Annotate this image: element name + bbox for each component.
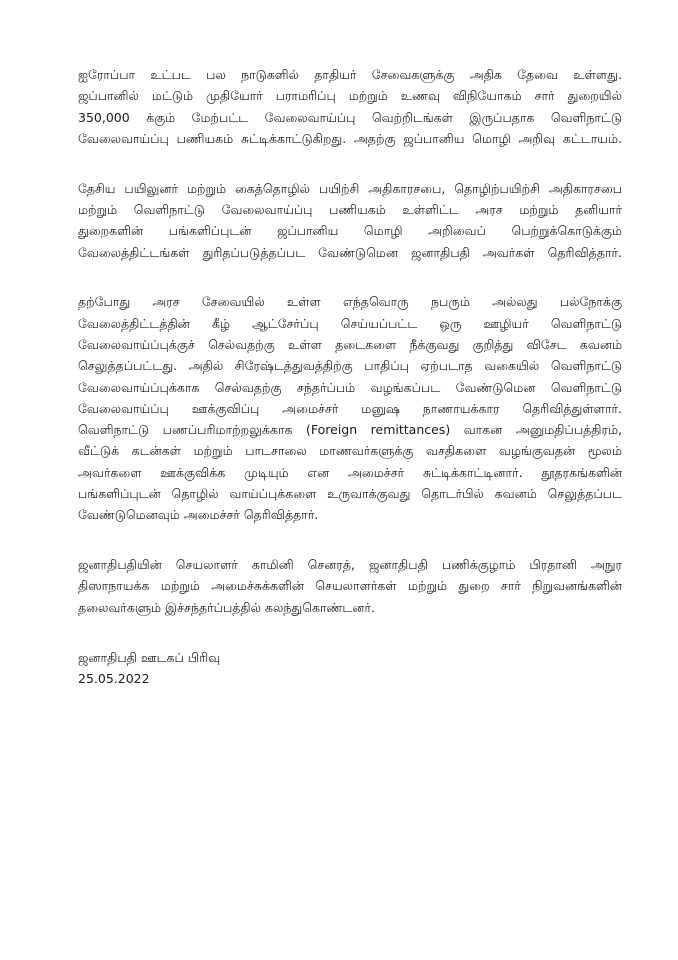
text-line: தலைவர்களும் இச்சந்தர்ப்பத்தில் கலந்துகொண்டனர்.	[78, 599, 375, 615]
text-line: வேலைவாய்ப்புக்குச் செல்வதற்கு உள்ள தடைகளை நீக்குவது குறித்து விசேட கவனம்	[78, 336, 622, 352]
paragraph-4	[78, 554, 622, 618]
paragraph-1	[78, 64, 622, 149]
text-line: ஐரோப்பா உட்பட பல நாடுகளில் தாதியர் சேவைகளுக்கு அதிக தேவை உள்ளது.	[78, 67, 622, 82]
text-line: வேலைத்திட்டத்தின் கீழ் ஆட்சேர்ப்பு செய்யப்பட்ட ஒரு ஊழியர் வெளிநாட்டு	[78, 315, 622, 331]
text-line: வேலைவாய்ப்பு ஊக்குவிப்பு அமைச்சர் மனுஷ நாணாயக்கார தெரிவித்துள்ளார்.	[78, 400, 622, 416]
text-line: திஸாநாயக்க மற்றும் அமைச்சுக்களின் செயலாளர்கள் மற்றும் துறை சார் நிறுவனங்களின்	[78, 578, 622, 594]
text-line: வேண்டுமெனவும் அமைச்சர் தெரிவித்தார்.	[78, 507, 319, 523]
text-line: ஜனாதிபதியின் செயலாளர் காமினி செனரத், ஜனாதிபதி பணிக்குழாம் பிரதானி அநுர	[78, 557, 622, 573]
release-date: 25.05.2022	[78, 670, 150, 686]
text-line: தற்போது அரச சேவையில் உள்ள எந்தவொரு நபரும் அல்லது பல்நோக்கு	[78, 294, 622, 310]
text-line: வேலைத்திட்டங்கள் துரிதப்படுத்தப்பட வேண்டுமென ஜனாதிபதி அவர்கள் தெரிவித்தார்.	[78, 244, 622, 260]
text-line: வெளிநாட்டு பணப்பரிமாற்றலுக்காக (Foreign remittances) வாகன அனுமதிப்பத்திரம்,	[78, 422, 622, 438]
text-line: 350,000 க்கும் மேற்பட்ட வேலைவாய்ப்பு வெற்றிடங்கள் இருப்பதாக வெளிநாட்டு	[78, 109, 622, 125]
press-release-document	[78, 64, 622, 689]
text-line: வேலைவாய்ப்புக்காக செல்வதற்கு சந்தர்ப்பம் வழங்கப்பட வேண்டுமென வெளிநாட்டு	[78, 379, 622, 395]
text-line: தேசிய பயிலுனர் மற்றும் கைத்தொழில் பயிற்சி அதிகாரசபை, தொழிற்பயிற்சி அதிகாரசபை	[78, 180, 622, 196]
text-line: வேலைவாய்ப்பு பணியகம் சுட்டிக்காட்டுகிறது. அதற்கு ஜப்பானிய மொழி அறிவு கட்டாயம்.	[78, 130, 622, 146]
text-line: செலுத்தப்பட்டது. அதில் சிரேஷ்டத்துவத்திற்கு பாதிப்பு ஏற்படாத வகையில் வெளிநாட்டு	[78, 358, 622, 374]
paragraph-2	[78, 178, 622, 263]
text-line: அவர்களை ஊக்குவிக்க முடியும் என அமைச்சர் சுட்டிக்காட்டினார். தூதரகங்களின்	[78, 464, 622, 480]
text-line: பங்களிப்புடன் தொழில் வாய்ப்புக்களை உருவாக்குவது தொடர்பில் கவனம் செலுத்தப்பட	[78, 486, 622, 502]
text-line: மற்றும் வெளிநாட்டு வேலைவாய்ப்பு பணியகம் உள்ளிட்ட அரச மற்றும் தனியார்	[78, 201, 622, 217]
paragraph-3	[78, 291, 622, 525]
issuing-office: ஜனாதிபதி ஊடகப் பிரிவு	[78, 649, 221, 665]
text-line: துறைகளின் பங்களிப்புடன் ஜப்பானிய மொழி அறிவைப் பெற்றுக்கொடுக்கும்	[78, 223, 622, 239]
text-line: ஜப்பானில் மட்டும் முதியோர் பராமரிப்பு மற்றும் உணவு விநியோகம் சார் துறையில்	[78, 88, 622, 104]
signature-block	[78, 647, 622, 690]
text-line: வீட்டுக் கடன்கள் மற்றும் பாடசாலை மாணவர்களுக்கு வசதிகளை வழங்குவதன் மூலம்	[78, 443, 622, 459]
